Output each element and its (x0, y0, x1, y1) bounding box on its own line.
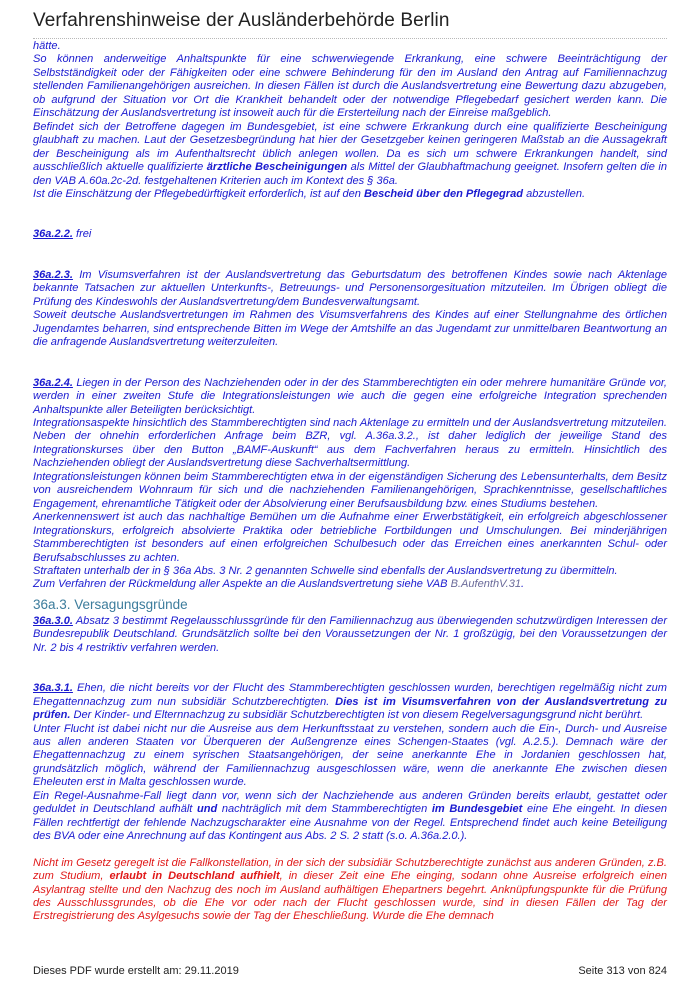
paragraph-number-link[interactable]: 36a.2.2. (33, 228, 73, 241)
section-36a-2-3: 36a.2.3. Im Visumsverfahren ist der Auslandsvertretung das Geburtsdatum des betroffenen Kindes sowie nach Aktenlage bekannte Tatsachen zur aktuellen Unterkunfts-, Betreuungs- und Personensorgesituation mitzuteilen. Im Übrigen obliegt die Prüfung des Kindeswohls der Auslandsvertretung/dem Bundesverwaltungsamt. (33, 268, 667, 308)
paragraph: Anerkennenswert ist auch das nachhaltige Bemühen um die Aufnahme einer Erwerbstätigkeit, ein erfolgreich abgeschlossener Integrationskurs, erfolgreich absolvierte Praktika oder betriebliche Fortbildungen und Umschulungen. Bei minderjährigen Stammberechtigten ist besonders auf einen erfolgreichen Schulbesuch oder das Erreichen eines anerkannten Schul- oder Berufsabschlusses zu achten. (33, 511, 667, 564)
page-header (33, 10, 667, 39)
page-number: Seite 313 von 824 (578, 965, 667, 977)
section-36a-3-1: 36a.3.1. Ehen, die nicht bereits vor der Flucht des Stammberechtigten geschlossen wurden, berechtigen regelmäßig nicht zum Ehegattennachzug zum nun subsidiär Schutzberechtigten. Dies ist im Visumsverfahren von der Auslandsvertretung zu prüfen. Der Kinder- und Elternnachzug zu subsidiär Schutzberechtigten ist von diesem Regelversagungsgrund nicht berührt. (33, 682, 667, 722)
paragraph-red: Nicht im Gesetz geregelt ist die Fallkonstellation, in der sich der subsidiär Schutzberechtigte zunächst aus anderen Gründen, z.B. zum Studium, erlaubt in Deutschland aufhielt, in dieser Zeit eine Ehe einging, sodann ohne Ausreise erfolgreich einen Asylantrag stellte und den Nachzug des noch im Ausland aufhältigen Ehepartners begehrt. Anknüpfungspunkte für die Prüfung des Ausschlussgrundes, ob die Ehe vor oder nach der Flucht geschlossen wurde, sind in diesen Fällen der Tag der Erstregistrierung des Asylgesuchs sowie der Tag der Eheschließung. Wurde die Ehe demnach (33, 856, 667, 923)
paragraph-number-link[interactable]: 36a.3.1. (33, 682, 73, 695)
paragraph: Soweit deutsche Auslandsvertretungen im Rahmen des Visumsverfahrens des Kindes auf einer Stellungnahme des örtlichen Jugendamtes beharren, sind entsprechende Bitten im Wege der Amtshilfe an das Jugendamt zur unmittelbaren Beantwortung an die anfragende Auslandsvertretung weiterzuleiten. (33, 309, 667, 349)
paragraph: Integrationsaspekte hinsichtlich des Stammberechtigten sind nach Aktenlage zu ermitteln und der Auslandsvertretung mitzuteilen. Neben der ohnehin erforderlichen Anfrage beim BZR, vgl. A.36a.3.2., ist daher lediglich der jeweilige Stand des Integrationskurses über den Button „BAMF-Auskunft“ aus dem Fachverfahren heraus zu ermitteln. Hinsichtlich des Nachziehenden obliegt der Auslandsvertretung diese Sachverhaltsermittlung. (33, 416, 667, 470)
creation-date: Dieses PDF wurde erstellt am: 29.11.2019 (33, 965, 239, 977)
spacer (33, 655, 667, 682)
paragraph: Zum Verfahren der Rückmeldung aller Aspekte an die Auslandsvertretung siehe VAB B.AufenthV.31. (33, 578, 525, 591)
paragraph: Straftaten unterhalb der in § 36a Abs. 3 Nr. 2 genannten Schwelle sind ebenfalls der Auslandsvertretung zu übermitteln. (33, 564, 618, 577)
paragraph: hätte. (33, 40, 61, 52)
spacer (33, 844, 667, 857)
cross-reference-link[interactable]: B.AufenthV.31 (450, 578, 521, 591)
section-heading: 36a.3. Versagungsgründe (33, 596, 188, 612)
paragraph-number-link[interactable]: 36a.3.0. (33, 614, 73, 627)
paragraph: Integrationsleistungen können beim Stammberechtigten etwa in der eigenständigen Sicherung des Lebensunterhalts, dem Besitz von ausreichendem Wohnraum für sich und die nachziehenden Familienangehörigen, Sprachkenntnisse, gesellschaftliches Engagement, ehrenamtliche Tätigkeit oder der Absolvierung einer Berufsausbildung bzw. eines Studiums bestehen. (33, 470, 667, 510)
paragraph: Ist die Einschätzung der Pflegebedürftigkeit erforderlich, ist auf den Bescheid über den Pflegegrad abzustellen. (33, 187, 586, 200)
paragraph-number-link[interactable]: 36a.2.3. (33, 268, 73, 281)
paragraph: Ein Regel-Ausnahme-Fall liegt dann vor, wenn sich der Nachziehende aus anderen Gründen bereits erlaubt, gestattet oder geduldet in Deutschland aufhält und nachträglich mit dem Stammberechtigten im Bundesgebiet eine Ehe eingeht. In diesen Fällen rechtfertigt der fehlende Nachzugscharakter eine Ausnahme von der Regel. Entsprechend findet auch keine Beteiligung des BVA oder eine Anrechnung auf das Kontingent aus Abs. 2 S. 2 statt (s.o. A.36a.2.0.). (33, 789, 667, 843)
spacer (33, 201, 667, 228)
section-36a-3-0: 36a.3.0. Absatz 3 bestimmt Regelausschlussgründe für den Familiennachzug aus überwiegenden schutzwürdigen Interessen der Bundesrepublik Deutschland. Grundsätzlich sollte bei den Voraussetzungen der Nr. 1 großzügig, bei den Voraussetzungen der Nr. 2 bis 4 restriktiv verfahren werden. (33, 614, 667, 654)
document-title: Verfahrenshinweise der Ausländerbehörde Berlin (33, 10, 450, 31)
header-divider (33, 38, 667, 39)
spacer (33, 350, 667, 377)
document-body (33, 40, 667, 924)
section-36a-2-4: 36a.2.4. Liegen in der Person des Nachziehenden oder in der des Stammberechtigten ein oder mehrere humanitäre Gründe vor, werden in einer zweiten Stufe die Integrationsleistungen wie auch die gegen eine erfolgreiche Integration sprechenden Anhaltspunkte aller Beteiligten berücksichtigt. (33, 376, 667, 416)
spacer (33, 242, 667, 269)
paragraph: Unter Flucht ist dabei nicht nur die Ausreise aus dem Herkunftsstaat zu verstehen, sondern auch die Ein-, Durch- und Ausreise aus allen anderen Staaten vor Überqueren der Außengrenze eines Schengen-Staates (vgl. A.2.5.). Demnach wäre der Ehegattennachzug zu einem syrischen Staatsangehörigen, der seine anerkannte Ehe in Jordanien geschlossen hat, grundsätzlich möglich, während der Familiennachzug ausgeschlossen wäre, wenn die anerkannte Ehe zwischen diesen Eheleuten erst in Malta geschlossen wurde. (33, 722, 667, 789)
paragraph: So können anderweitige Anhaltspunkte für eine schwerwiegende Erkrankung, eine schwere Beeinträchtigung der Selbstständigkeit oder der Fähigkeiten oder eine schwere Behinderung für den im Ausland den Antrag auf Familiennachzug stellenden Familienangehörigen ausreichen. In diesen Fällen ist durch die Auslandsvertretung eine Bewertung dazu abzugeben, ob aufgrund der Situation vor Ort die Krankheit behandelt oder der notwendige Pflegebedarf gesichert werden kann. Die Einschätzung der Auslandsvertretung ist insoweit auch für die Ersterteilung nach der Einreise maßgeblich. (33, 53, 667, 120)
paragraph: Befindet sich der Betroffene dagegen im Bundesgebiet, ist eine schwere Erkrankung durch eine qualifizierte Bescheinigung glaubhaft zu machen. Laut der Gesetzesbegründung hat hier der Gesetzgeber keinen geringeren Maßstab an die Aussagekraft der Bescheinigung als im Aufenthaltsrecht üblich anlegen wollen. Da es sich um schwere Erkrankungen handelt, sind ausschließlich aktuelle qualifizierte ärztliche Bescheinigungen als Mittel der Glaubhaftmachung geeignet. Insofern gelten die in den VAB A.60a.2c-2d. festgehaltenen Kriterien auch im Kontext des § 36a. (33, 120, 668, 187)
section-36a-2-2: 36a.2.2. frei (33, 228, 92, 241)
paragraph-number-link[interactable]: 36a.2.4. (33, 376, 73, 389)
